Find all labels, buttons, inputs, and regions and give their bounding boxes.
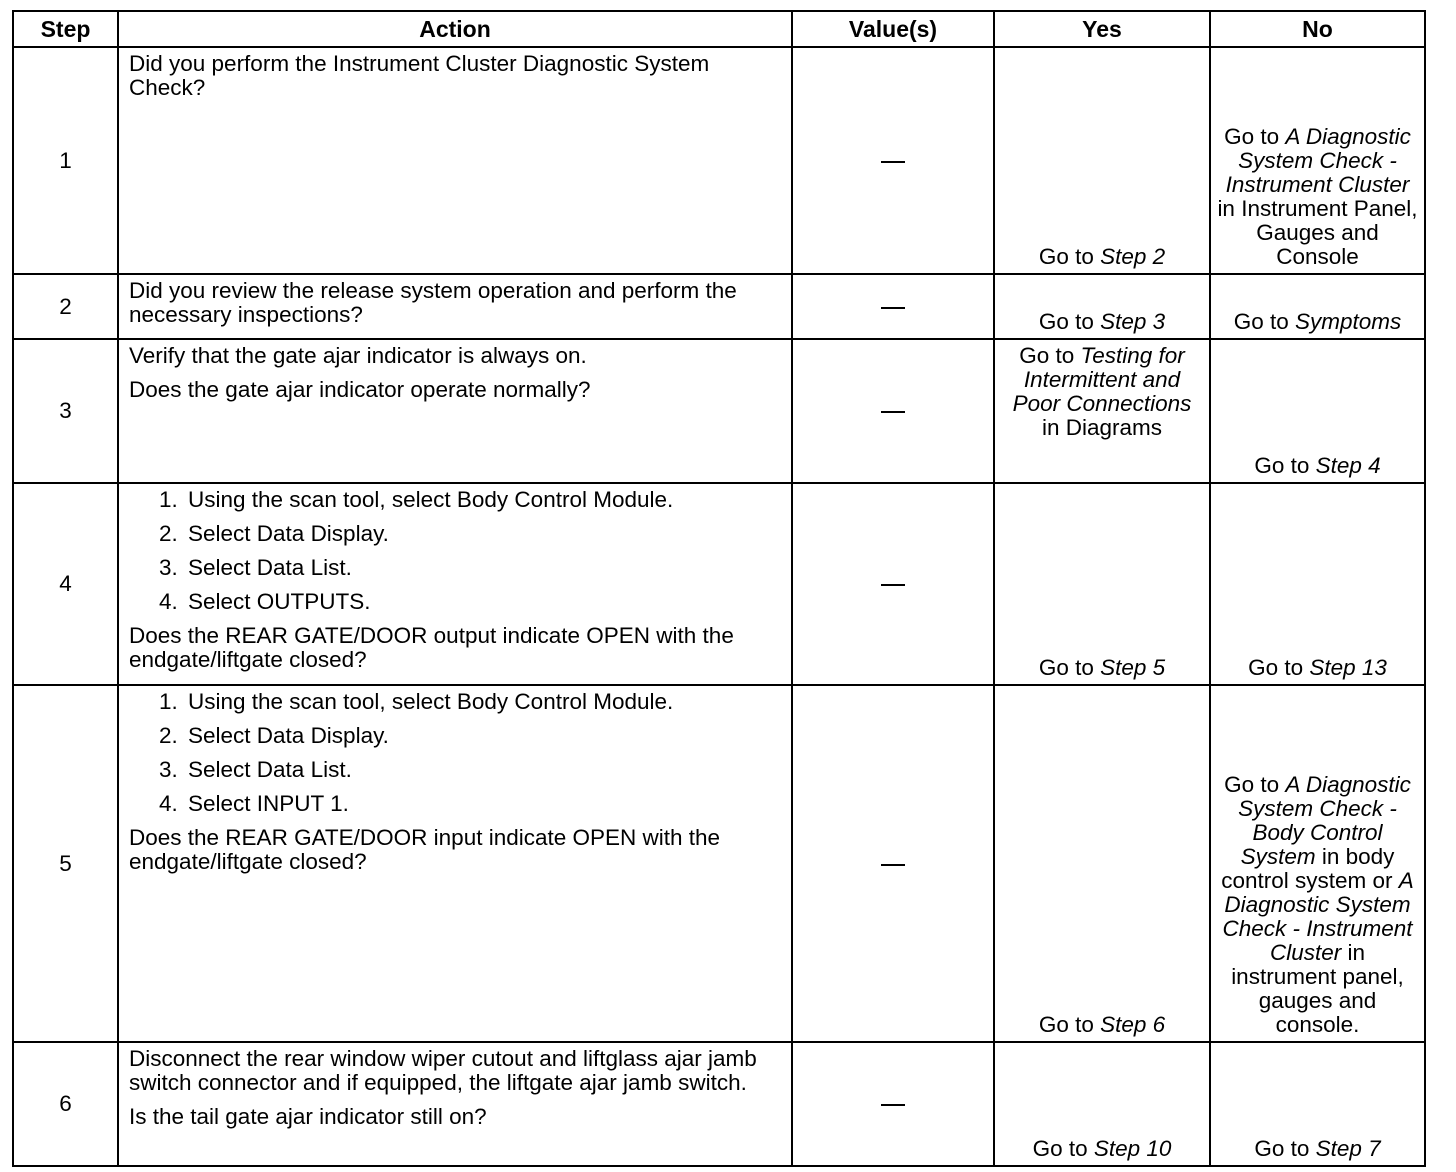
step-number: 3 xyxy=(13,339,118,483)
no-cell: Go to A Diagnostic System Check - Instrument Cluster in Instrument Panel, Gauges and Console xyxy=(1210,47,1425,274)
no-cell: Go to A Diagnostic System Check - Body Control System in body control system or A Diagnostic System Check - Instrument Cluster in instrument panel, gauges and console. xyxy=(1210,685,1425,1042)
dash-mark xyxy=(881,584,905,586)
yes-cell: Go to Step 6 xyxy=(994,685,1210,1042)
step-number: 4 xyxy=(13,483,118,685)
table-row-step-6 xyxy=(13,1042,1425,1166)
list-item: 2. Select Data Display. xyxy=(184,724,781,748)
action-text: Verify that the gate ajar indicator is always on. xyxy=(129,343,587,368)
action-text: Disconnect the rear window wiper cutout and liftglass ajar jamb switch connector and if equipped, the liftgate ajar jamb switch. xyxy=(129,1046,757,1095)
value-cell xyxy=(792,47,994,274)
value-cell xyxy=(792,685,994,1042)
value-cell xyxy=(792,483,994,685)
list-item: 1. Using the scan tool, select Body Control Module. xyxy=(184,488,781,512)
action-cell xyxy=(118,274,792,339)
step-reference: Step 2 xyxy=(1100,244,1166,269)
yes-cell: Go to Step 10 xyxy=(994,1042,1210,1166)
no-cell: Go to Step 4 xyxy=(1210,339,1425,483)
action-steps-list xyxy=(129,488,781,614)
action-cell xyxy=(118,339,792,483)
action-question: Does the gate ajar indicator operate normally? xyxy=(129,377,591,402)
step-reference: Step 4 xyxy=(1315,453,1381,478)
dash-mark xyxy=(881,161,905,163)
step-reference: Step 10 xyxy=(1093,1136,1172,1161)
step-number: 6 xyxy=(13,1042,118,1166)
table-row-step-1 xyxy=(13,47,1425,274)
yes-cell: Go to Step 2 xyxy=(994,47,1210,274)
diagnostic-table xyxy=(12,10,1426,1167)
list-item: 3. Select Data List. xyxy=(184,758,781,782)
header-yes: Yes xyxy=(994,11,1210,47)
action-text: Did you perform the Instrument Cluster Diagnostic System Check? xyxy=(129,51,710,100)
action-cell xyxy=(118,483,792,685)
action-cell xyxy=(118,1042,792,1166)
table-row-step-3 xyxy=(13,339,1425,483)
dash-mark xyxy=(881,864,905,866)
header-no: No xyxy=(1210,11,1425,47)
header-values: Value(s) xyxy=(792,11,994,47)
procedure-reference: A Diagnostic System Check - Instrument Cluster xyxy=(1222,868,1414,965)
value-cell xyxy=(792,274,994,339)
action-question: Does the REAR GATE/DOOR output indicate OPEN with the endgate/liftgate closed? xyxy=(129,623,734,672)
table-row-step-5 xyxy=(13,685,1425,1042)
step-reference: Step 3 xyxy=(1100,309,1166,334)
dash-mark xyxy=(881,1104,905,1106)
procedure-reference: Testing for Intermittent and Poor Connections xyxy=(1012,343,1192,416)
table-row-step-4 xyxy=(13,483,1425,685)
action-question: Is the tail gate ajar indicator still on? xyxy=(129,1104,487,1129)
action-cell xyxy=(118,47,792,274)
action-cell xyxy=(118,685,792,1042)
list-item: 4. Select OUTPUTS. xyxy=(184,590,781,614)
list-item: 1. Using the scan tool, select Body Control Module. xyxy=(184,690,781,714)
procedure-reference: A Diagnostic System Check - Instrument Cluster xyxy=(1225,124,1411,197)
no-cell: Go to Step 13 xyxy=(1210,483,1425,685)
yes-cell: Go to Step 5 xyxy=(994,483,1210,685)
header-row xyxy=(13,11,1425,47)
no-cell: Go to Symptoms xyxy=(1210,274,1425,339)
step-reference: Step 7 xyxy=(1315,1136,1381,1161)
step-reference: Step 5 xyxy=(1100,655,1166,680)
yes-cell: Go to Testing for Intermittent and Poor Connections in Diagrams xyxy=(994,339,1210,483)
step-number: 1 xyxy=(13,47,118,274)
list-item: 3. Select Data List. xyxy=(184,556,781,580)
action-text: Did you review the release system operation and perform the necessary inspections? xyxy=(129,278,737,327)
yes-cell: Go to Step 3 xyxy=(994,274,1210,339)
dash-mark xyxy=(881,411,905,413)
procedure-reference: Symptoms xyxy=(1295,309,1402,334)
value-cell xyxy=(792,1042,994,1166)
step-reference: Step 6 xyxy=(1100,1012,1166,1037)
header-step: Step xyxy=(13,11,118,47)
action-steps-list xyxy=(129,690,781,816)
header-action: Action xyxy=(118,11,792,47)
table-row-step-2 xyxy=(13,274,1425,339)
value-cell xyxy=(792,339,994,483)
procedure-reference: A Diagnostic System Check - Body Control System xyxy=(1238,772,1411,869)
list-item: 4. Select INPUT 1. xyxy=(184,792,781,816)
action-question: Does the REAR GATE/DOOR input indicate OPEN with the endgate/liftgate closed? xyxy=(129,825,721,874)
no-cell: Go to Step 7 xyxy=(1210,1042,1425,1166)
step-reference: Step 13 xyxy=(1309,655,1387,680)
step-number: 5 xyxy=(13,685,118,1042)
dash-mark xyxy=(881,307,905,309)
list-item: 2. Select Data Display. xyxy=(184,522,781,546)
step-number: 2 xyxy=(13,274,118,339)
